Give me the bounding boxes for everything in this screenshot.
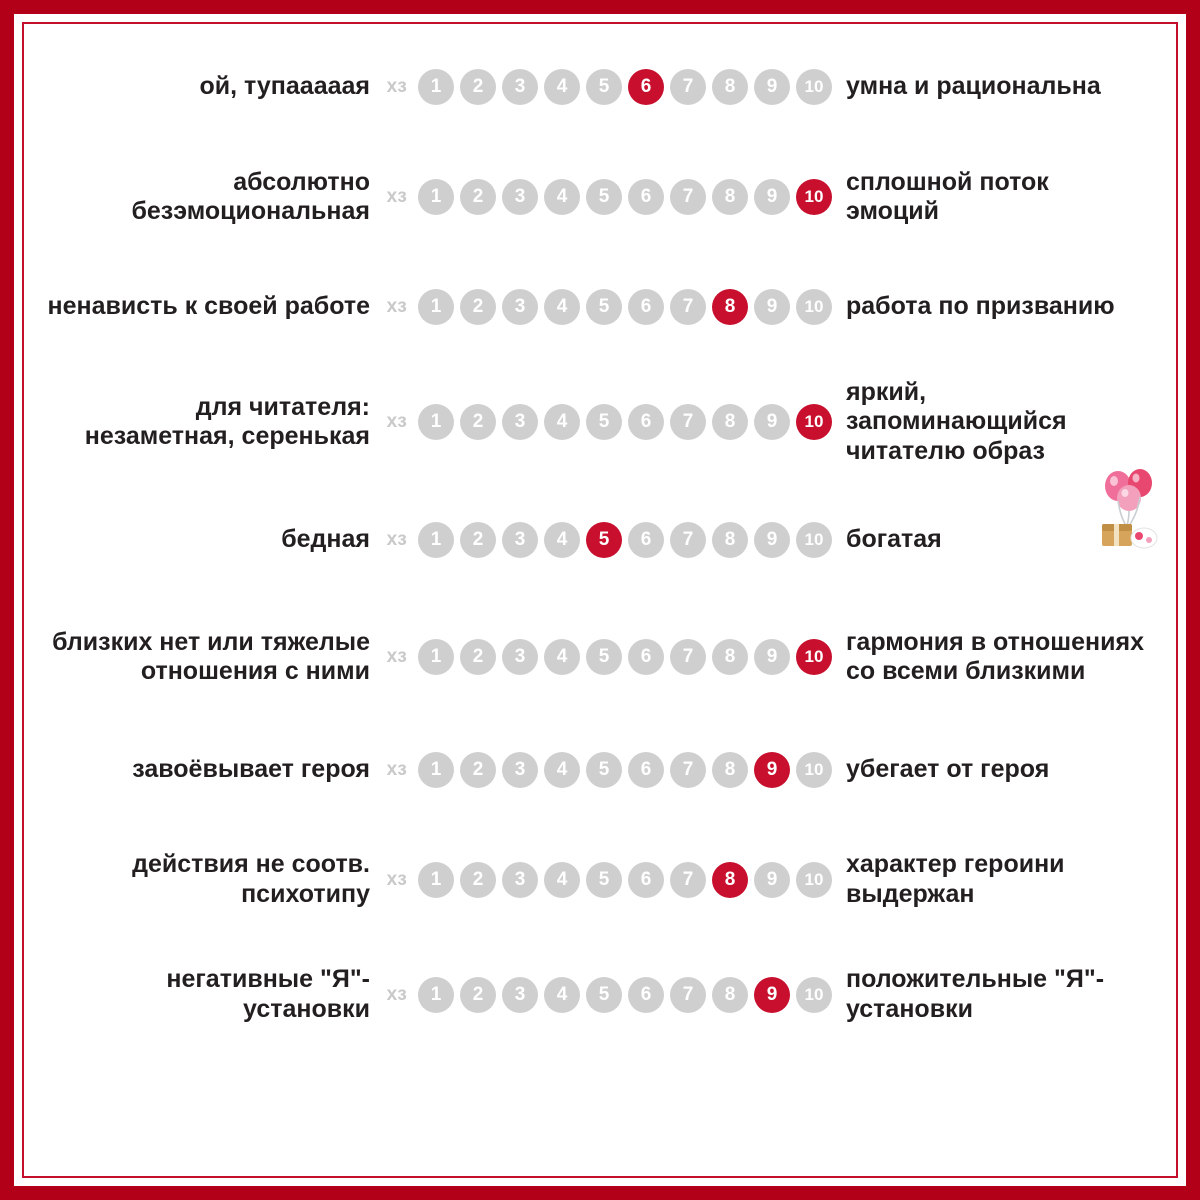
scale-unknown-label[interactable]: хз: [386, 186, 408, 207]
scale-dot-7[interactable]: 7: [670, 752, 706, 788]
scale-dot-10[interactable]: 10: [796, 404, 832, 440]
scale-dot-6[interactable]: 6: [628, 977, 664, 1013]
rating-scale[interactable]: [384, 69, 832, 105]
row-right-label: работа по призванию: [846, 292, 1115, 321]
row-right-label: богатая: [846, 524, 942, 553]
scale-dot-1[interactable]: 1: [418, 639, 454, 675]
scale-unknown-label[interactable]: хз: [386, 983, 408, 1005]
rating-scale[interactable]: [384, 522, 832, 558]
row-left-label: действия не соотв. психотипу: [132, 850, 370, 908]
scale-dot-9[interactable]: 9: [754, 752, 790, 788]
scale-dot-5[interactable]: 5: [586, 404, 622, 440]
scale-dot-7[interactable]: 7: [670, 522, 706, 558]
scale-dot-4[interactable]: 4: [544, 752, 580, 788]
rating-scale[interactable]: [384, 179, 832, 215]
scale-dot-1[interactable]: 1: [418, 289, 454, 325]
scale-dot-2[interactable]: 2: [460, 862, 496, 898]
scale-dot-8[interactable]: 8: [712, 404, 748, 440]
scale-dot-7[interactable]: 7: [670, 69, 706, 105]
scale-dot-8[interactable]: 8: [712, 522, 748, 558]
scale-dot-6[interactable]: 6: [628, 179, 664, 215]
row-left-label: близких нет или тяжелые отношения с ними: [52, 627, 370, 685]
scale-row: [40, 142, 1160, 252]
scale-dot-6[interactable]: 6: [628, 69, 664, 105]
scale-row: [40, 717, 1160, 822]
row-right-label: яркий, запоминающийся читателю образ: [846, 377, 1067, 465]
scale-dot-5[interactable]: 5: [586, 862, 622, 898]
scale-dot-2[interactable]: 2: [460, 522, 496, 558]
scale-dot-8[interactable]: 8: [712, 977, 748, 1013]
scale-dot-10[interactable]: 10: [796, 289, 832, 325]
scale-unknown-label[interactable]: хз: [386, 646, 408, 667]
row-left-label: абсолютно безэмоциональная: [131, 167, 370, 225]
scale-unknown-label[interactable]: хз: [386, 758, 408, 780]
row-left-label: ненависть к своей работе: [47, 292, 370, 321]
scale-dot-2[interactable]: 2: [460, 289, 496, 325]
scale-row: [40, 482, 1160, 597]
scale-dot-4[interactable]: 4: [544, 404, 580, 440]
scale-dot-1[interactable]: 1: [418, 522, 454, 558]
scale-dot-9[interactable]: 9: [754, 69, 790, 105]
scale-unknown-label[interactable]: хз: [386, 296, 408, 317]
scale-dot-7[interactable]: 7: [670, 977, 706, 1013]
row-right-label: умна и рациональна: [846, 72, 1101, 101]
scale-dot-9[interactable]: 9: [754, 289, 790, 325]
scale-unknown-label[interactable]: хз: [386, 528, 408, 550]
scale-dot-7[interactable]: 7: [670, 179, 706, 215]
rating-scale[interactable]: [384, 289, 832, 325]
rating-scale[interactable]: [384, 752, 832, 788]
scale-dot-4[interactable]: 4: [544, 639, 580, 675]
scale-dot-6[interactable]: 6: [628, 752, 664, 788]
scale-dot-10[interactable]: 10: [796, 752, 832, 788]
scale-dot-8[interactable]: 8: [712, 752, 748, 788]
scale-dot-5[interactable]: 5: [586, 289, 622, 325]
scale-dot-3[interactable]: 3: [502, 639, 538, 675]
scale-dot-5[interactable]: 5: [586, 179, 622, 215]
scale-dot-5[interactable]: 5: [586, 752, 622, 788]
scale-dot-1[interactable]: 1: [418, 69, 454, 105]
scale-dot-2[interactable]: 2: [460, 639, 496, 675]
scale-dot-1[interactable]: 1: [418, 977, 454, 1013]
scale-row: [40, 32, 1160, 142]
rating-scale[interactable]: [384, 977, 832, 1013]
row-left-label: для читателя: незаметная, серенькая: [84, 392, 370, 450]
scale-dot-6[interactable]: 6: [628, 404, 664, 440]
scale-dot-6[interactable]: 6: [628, 639, 664, 675]
scale-unknown-label[interactable]: хз: [386, 868, 408, 890]
scale-dot-10[interactable]: 10: [796, 179, 832, 215]
row-right-label: сплошной поток эмоций: [846, 167, 1049, 225]
scale-dot-10[interactable]: 10: [796, 69, 832, 105]
scale-dot-2[interactable]: 2: [460, 69, 496, 105]
row-right-label: гармония в отношениях со всеми близкими: [846, 627, 1144, 685]
scale-dot-10[interactable]: 10: [796, 977, 832, 1013]
rating-scale[interactable]: [384, 862, 832, 898]
scale-dot-5[interactable]: 5: [586, 69, 622, 105]
row-right-label: убегает от героя: [846, 754, 1050, 783]
scale-unknown-label[interactable]: хз: [386, 76, 408, 97]
row-right-label: характер героини выдержан: [846, 850, 1065, 908]
scale-dot-8[interactable]: 8: [712, 862, 748, 898]
row-left-label: бедная: [281, 524, 370, 553]
row-right-label: положительные "Я"-установки: [846, 965, 1105, 1023]
scale-dot-10[interactable]: 10: [796, 522, 832, 558]
scale-row: [40, 362, 1160, 482]
scale-dot-9[interactable]: 9: [754, 977, 790, 1013]
scale-dot-4[interactable]: 4: [544, 862, 580, 898]
scale-dot-10[interactable]: 10: [796, 639, 832, 675]
scale-dot-3[interactable]: 3: [502, 977, 538, 1013]
rating-scale[interactable]: [384, 404, 832, 440]
scale-dot-3[interactable]: 3: [502, 752, 538, 788]
scale-dot-6[interactable]: 6: [628, 522, 664, 558]
scale-dot-3[interactable]: 3: [502, 69, 538, 105]
scale-dot-3[interactable]: 3: [502, 404, 538, 440]
scale-dot-2[interactable]: 2: [460, 752, 496, 788]
scale-unknown-label[interactable]: хз: [386, 411, 408, 432]
scale-dot-10[interactable]: 10: [796, 862, 832, 898]
scale-row: [40, 252, 1160, 362]
row-left-label: ой, тупааааая: [199, 72, 370, 101]
scale-dot-8[interactable]: 8: [712, 639, 748, 675]
scale-dot-4[interactable]: 4: [544, 977, 580, 1013]
scale-dot-1[interactable]: 1: [418, 179, 454, 215]
row-left-label: негативные "Я"-установки: [166, 965, 370, 1023]
scale-dot-2[interactable]: 2: [460, 404, 496, 440]
scale-dot-4[interactable]: 4: [544, 522, 580, 558]
scale-dot-7[interactable]: 7: [670, 289, 706, 325]
scale-dot-7[interactable]: 7: [670, 404, 706, 440]
scale-dot-3[interactable]: 3: [502, 522, 538, 558]
scale-dot-7[interactable]: 7: [670, 862, 706, 898]
scale-dot-1[interactable]: 1: [418, 752, 454, 788]
scale-dot-4[interactable]: 4: [544, 179, 580, 215]
scale-dot-2[interactable]: 2: [460, 179, 496, 215]
scale-rows-container: [14, 14, 1186, 1052]
scale-dot-8[interactable]: 8: [712, 289, 748, 325]
scale-dot-3[interactable]: 3: [502, 862, 538, 898]
scale-dot-7[interactable]: 7: [670, 639, 706, 675]
scale-row: [40, 822, 1160, 937]
scale-row: [40, 937, 1160, 1052]
scale-dot-9[interactable]: 9: [754, 639, 790, 675]
scale-dot-6[interactable]: 6: [628, 289, 664, 325]
scale-row: [40, 597, 1160, 717]
scale-dot-4[interactable]: 4: [544, 69, 580, 105]
scale-dot-9[interactable]: 9: [754, 522, 790, 558]
scale-dot-9[interactable]: 9: [754, 862, 790, 898]
scale-dot-8[interactable]: 8: [712, 69, 748, 105]
scale-dot-9[interactable]: 9: [754, 404, 790, 440]
scale-dot-4[interactable]: 4: [544, 289, 580, 325]
scale-dot-2[interactable]: 2: [460, 977, 496, 1013]
scale-dot-3[interactable]: 3: [502, 179, 538, 215]
scale-dot-3[interactable]: 3: [502, 289, 538, 325]
scale-dot-5[interactable]: 5: [586, 639, 622, 675]
scale-dot-5[interactable]: 5: [586, 977, 622, 1013]
scale-dot-8[interactable]: 8: [712, 179, 748, 215]
scale-dot-6[interactable]: 6: [628, 862, 664, 898]
scale-dot-5[interactable]: 5: [586, 522, 622, 558]
scale-dot-9[interactable]: 9: [754, 179, 790, 215]
rating-scale[interactable]: [384, 639, 832, 675]
scale-dot-1[interactable]: 1: [418, 404, 454, 440]
scale-dot-1[interactable]: 1: [418, 862, 454, 898]
row-left-label: завоёвывает героя: [132, 754, 370, 783]
